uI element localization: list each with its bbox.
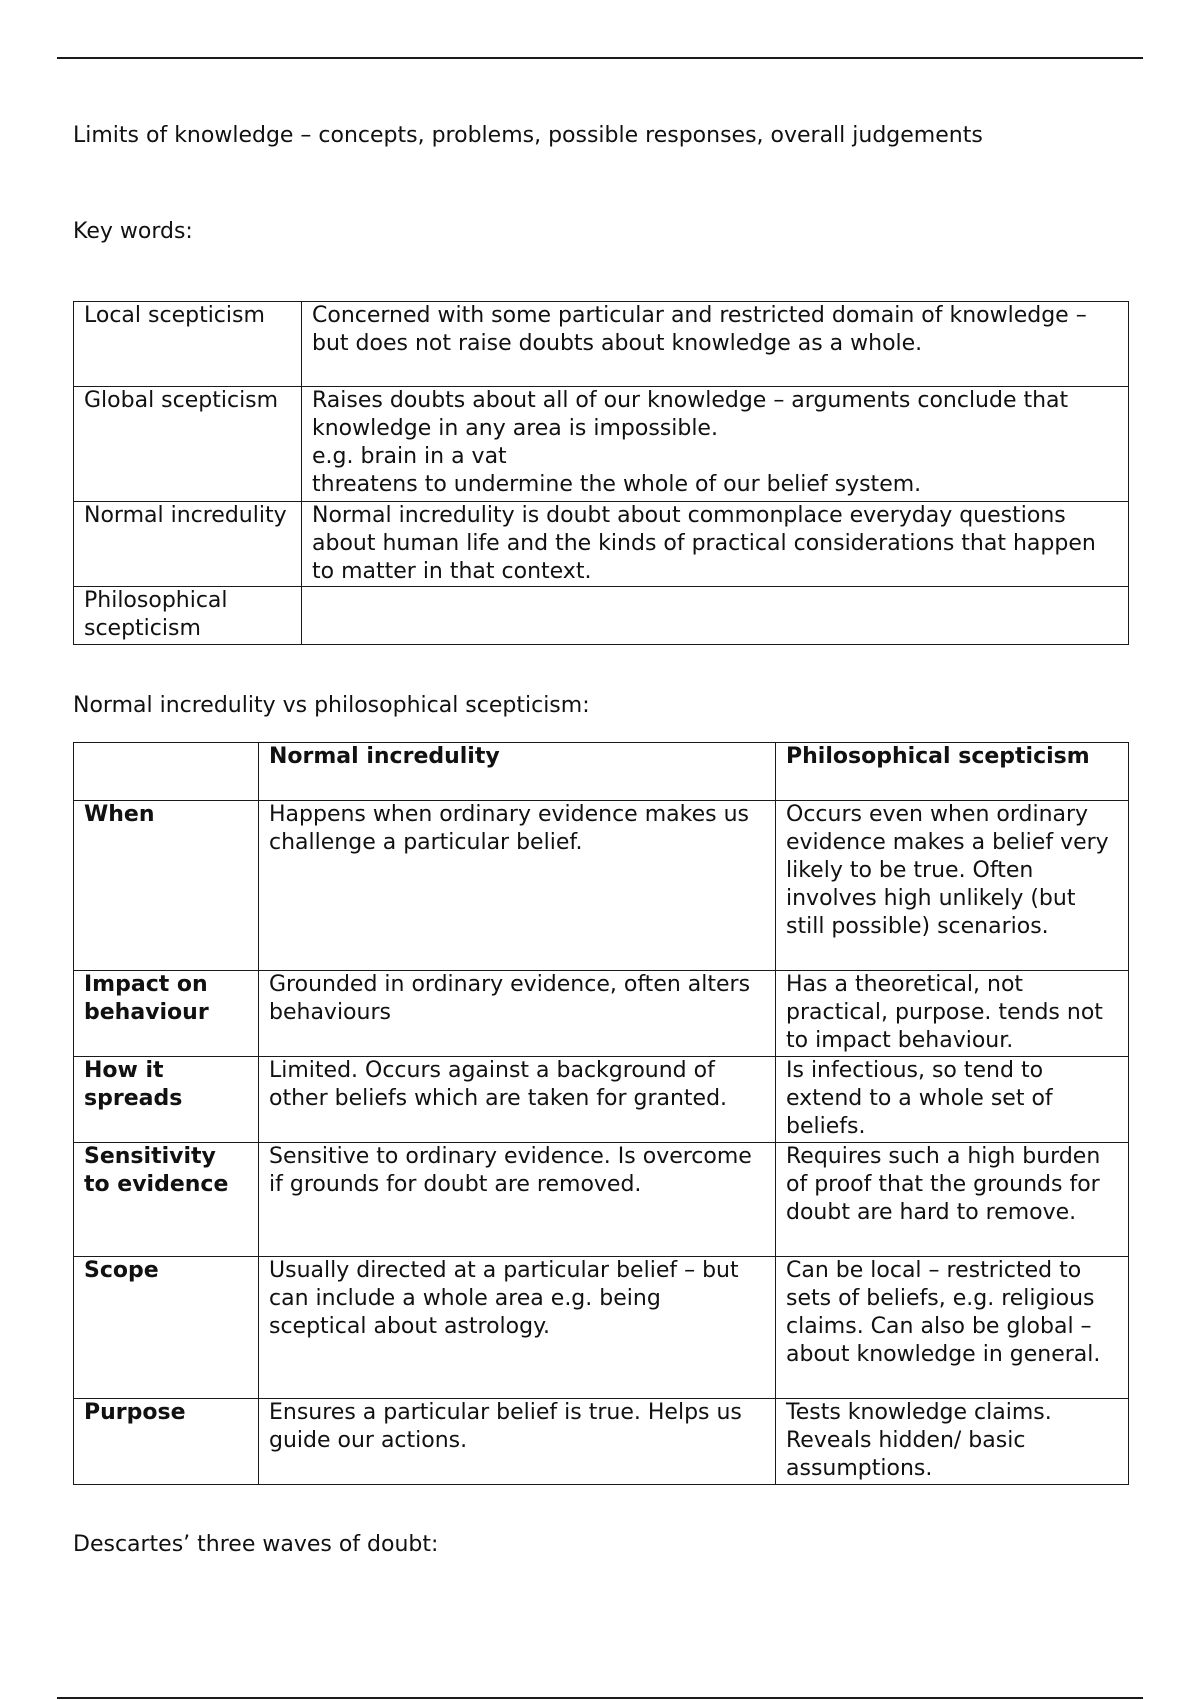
column-header-normal-incredulity: Normal incredulity: [259, 743, 776, 801]
normal-incredulity-cell: Grounded in ordinary evidence, often alters behaviours: [259, 971, 776, 1057]
key-words-table: [73, 301, 1129, 645]
keyword-note: threatens to undermine the whole of our belief system.: [312, 472, 922, 497]
keyword-definition: [302, 587, 1129, 645]
comparison-table: [73, 742, 1129, 1485]
normal-incredulity-cell: Limited. Occurs against a background of other beliefs which are taken for granted.: [259, 1057, 776, 1143]
column-header-blank: [74, 743, 259, 801]
philosophical-scepticism-cell: Tests knowledge claims. Reveals hidden/ basic assumptions.: [776, 1399, 1129, 1485]
row-header: Purpose: [74, 1399, 259, 1485]
keyword-definition: Raises doubts about all of our knowledge – arguments conclude that knowledge in any area is impossible.: [312, 388, 1069, 441]
document-title: Limits of knowledge – concepts, problems, possible responses, overall judgements: [73, 123, 983, 148]
table-row: [74, 502, 1129, 587]
table-row: [74, 1257, 1129, 1399]
table-row: [74, 302, 1129, 387]
philosophical-scepticism-cell: Has a theoretical, not practical, purpose. tends not to impact behaviour.: [776, 971, 1129, 1057]
normal-incredulity-cell: Sensitive to ordinary evidence. Is overcome if grounds for doubt are removed.: [259, 1143, 776, 1257]
row-header: Sensitivity to evidence: [74, 1143, 259, 1257]
philosophical-scepticism-cell: Requires such a high burden of proof that the grounds for doubt are hard to remove.: [776, 1143, 1129, 1257]
keyword-definition: Normal incredulity is doubt about commonplace everyday questions about human life and the kinds of practical considerations that happen to matter in that context.: [302, 502, 1129, 587]
header-rule: [57, 57, 1143, 59]
normal-incredulity-cell: Usually directed at a particular belief – but can include a whole area e.g. being sceptical about astrology.: [259, 1257, 776, 1399]
keyword-term: Normal incredulity: [74, 502, 302, 587]
table-row: [74, 587, 1129, 645]
row-header: How it spreads: [74, 1057, 259, 1143]
keyword-term: Local scepticism: [74, 302, 302, 387]
normal-incredulity-cell: Happens when ordinary evidence makes us challenge a particular belief.: [259, 801, 776, 971]
keyword-term: Philosophical scepticism: [74, 587, 302, 645]
keyword-term: Global scepticism: [74, 387, 302, 502]
row-header: Scope: [74, 1257, 259, 1399]
row-header: When: [74, 801, 259, 971]
footer-rule: [57, 1697, 1143, 1699]
philosophical-scepticism-cell: Can be local – restricted to sets of beliefs, e.g. religious claims. Can also be global – about knowledge in general.: [776, 1257, 1129, 1399]
philosophical-scepticism-cell: Is infectious, so tend to extend to a whole set of beliefs.: [776, 1057, 1129, 1143]
table-row: [74, 801, 1129, 971]
table-row: [74, 1057, 1129, 1143]
keyword-definition-cell: [302, 387, 1129, 502]
row-header: Impact on behaviour: [74, 971, 259, 1057]
table-row: [74, 387, 1129, 502]
normal-incredulity-cell: Ensures a particular belief is true. Helps us guide our actions.: [259, 1399, 776, 1485]
descartes-waves-heading: Descartes’ three waves of doubt:: [73, 1532, 439, 1557]
keyword-definition: Concerned with some particular and restricted domain of knowledge – but does not raise doubts about knowledge as a whole.: [302, 302, 1129, 387]
table-row: [74, 1399, 1129, 1485]
table-row: [74, 1143, 1129, 1257]
comparison-heading: Normal incredulity vs philosophical scepticism:: [73, 693, 590, 718]
table-row: [74, 971, 1129, 1057]
keyword-example: e.g. brain in a vat: [312, 444, 507, 469]
table-header-row: [74, 743, 1129, 801]
key-words-heading: Key words:: [73, 219, 193, 244]
philosophical-scepticism-cell: Occurs even when ordinary evidence makes a belief very likely to be true. Often involves high unlikely (but still possible) scenarios.: [776, 801, 1129, 971]
column-header-philosophical-scepticism: Philosophical scepticism: [776, 743, 1129, 801]
